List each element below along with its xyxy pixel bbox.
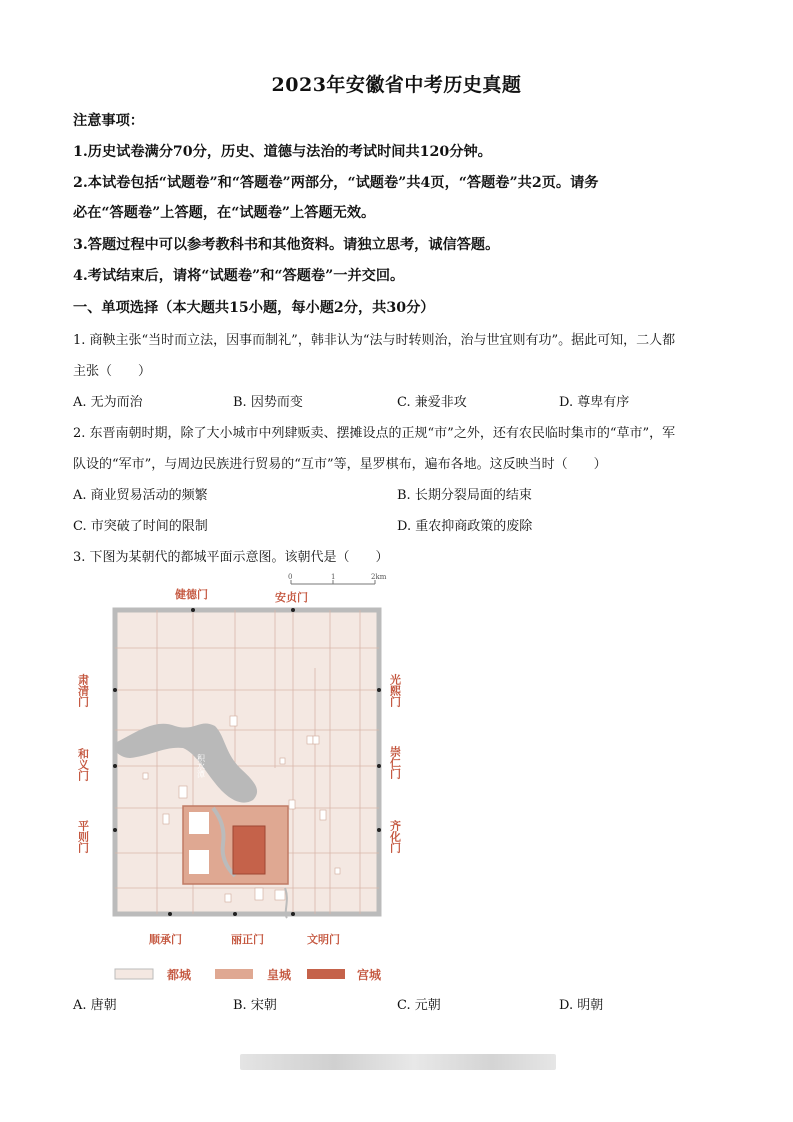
notice-item-3: 3.答题过程中可以参考教科书和其他资料。请独立思考，诚信答题。 (73, 237, 500, 253)
q2-option-c: C. 市突破了时间的限制 (73, 519, 208, 534)
notice-item-1: 1.历史试卷满分70分，历史、道德与法治的考试时间共120分钟。 (73, 144, 492, 160)
q1-option-a: A. 无为而治 (73, 395, 143, 410)
question-2-line-1: 2. 东晋南朝时期，除了大小城市中列肆贩卖、摆摊设点的正规“市”之外，还有农民临时集市的“草市”，军 (73, 426, 676, 441)
notice-item-2-cont: 必在“答题卷”上答题，在“试题卷”上答题无效。 (73, 205, 376, 221)
gate-anzhen: 安贞门 (275, 591, 308, 604)
section-heading: 一、单项选择（本大题共15小题，每小题2分，共30分） (73, 300, 435, 316)
q2-option-d: D. 重农抑商政策的废除 (397, 519, 533, 534)
gate-chongren: 崇仁门 (388, 746, 402, 779)
question-3-line-1: 3. 下图为某朝代的都城平面示意图。该朝代是（ ） (73, 550, 389, 565)
q1-option-d: D. 尊卑有序 (559, 395, 630, 410)
q2-option-b: B. 长期分裂局面的结束 (397, 488, 532, 503)
gate-pingze: 平则门 (76, 820, 90, 853)
gate-wenming: 文明门 (307, 933, 340, 946)
legend-label-outer: 都城 (167, 968, 192, 982)
imperial-building (189, 850, 209, 874)
palace-city (233, 826, 265, 874)
scale-label-2km: 2km (371, 573, 387, 581)
q1-option-c: C. 兼爱非攻 (397, 395, 467, 410)
scale-label-1: 1 (331, 573, 336, 581)
capital-city-map (75, 568, 405, 988)
map-legend (115, 967, 382, 982)
q2-option-a: A. 商业贸易活动的频繁 (73, 488, 208, 503)
imperial-building (189, 812, 209, 834)
q3-option-a: A. 唐朝 (73, 998, 117, 1013)
q3-option-c: C. 元朝 (397, 998, 441, 1013)
gate-lizheng: 丽正门 (231, 933, 264, 946)
gate-qihua: 齐化门 (388, 820, 402, 853)
blurred-footer-watermark (240, 1054, 556, 1070)
legend-label-imperial: 皇城 (267, 968, 292, 982)
gate-jiande: 健德门 (175, 588, 208, 601)
legend-swatch-palace (307, 969, 345, 979)
question-1-line-2: 主张（ ） (73, 364, 152, 379)
q3-option-b: B. 宋朝 (233, 998, 277, 1013)
question-1-line-1: 1. 商鞅主张“当时而立法，因事而制礼”，韩非认为“法与时转则治，治与世宜则有功”。据此可知，二人都 (73, 333, 676, 348)
page-title: 2023年安徽省中考历史真题 (271, 74, 522, 96)
notice-item-4: 4.考试结束后，请将“试题卷”和“答题卷”一并交回。 (73, 268, 405, 284)
legend-swatch-imperial (215, 969, 253, 979)
gate-shuncheng: 顺承门 (149, 933, 182, 946)
notice-item-2: 2.本试卷包括“试题卷”和“答题卷”两部分，“试题卷”共4页，“答题卷”共2页。请务 (73, 175, 599, 191)
lake-label: 积水潭 (196, 754, 206, 778)
q1-option-b: B. 因势而变 (233, 395, 303, 410)
gate-heyi: 和义门 (76, 748, 90, 781)
gate-guangxi: 光熙门 (388, 674, 402, 707)
question-2-line-2: 队设的“军市”，与周边民族进行贸易的“互市”等，星罗棋布，遍布各地。这反映当时（ ） (73, 457, 607, 472)
notice-heading: 注意事项： (73, 113, 144, 129)
scale-bar (288, 573, 387, 584)
gate-suqing: 肃清门 (76, 674, 90, 707)
q3-option-d: D. 明朝 (559, 998, 604, 1013)
legend-swatch-outer (115, 969, 153, 979)
legend-label-palace: 宫城 (357, 968, 382, 982)
scale-label-0: 0 (288, 573, 293, 581)
